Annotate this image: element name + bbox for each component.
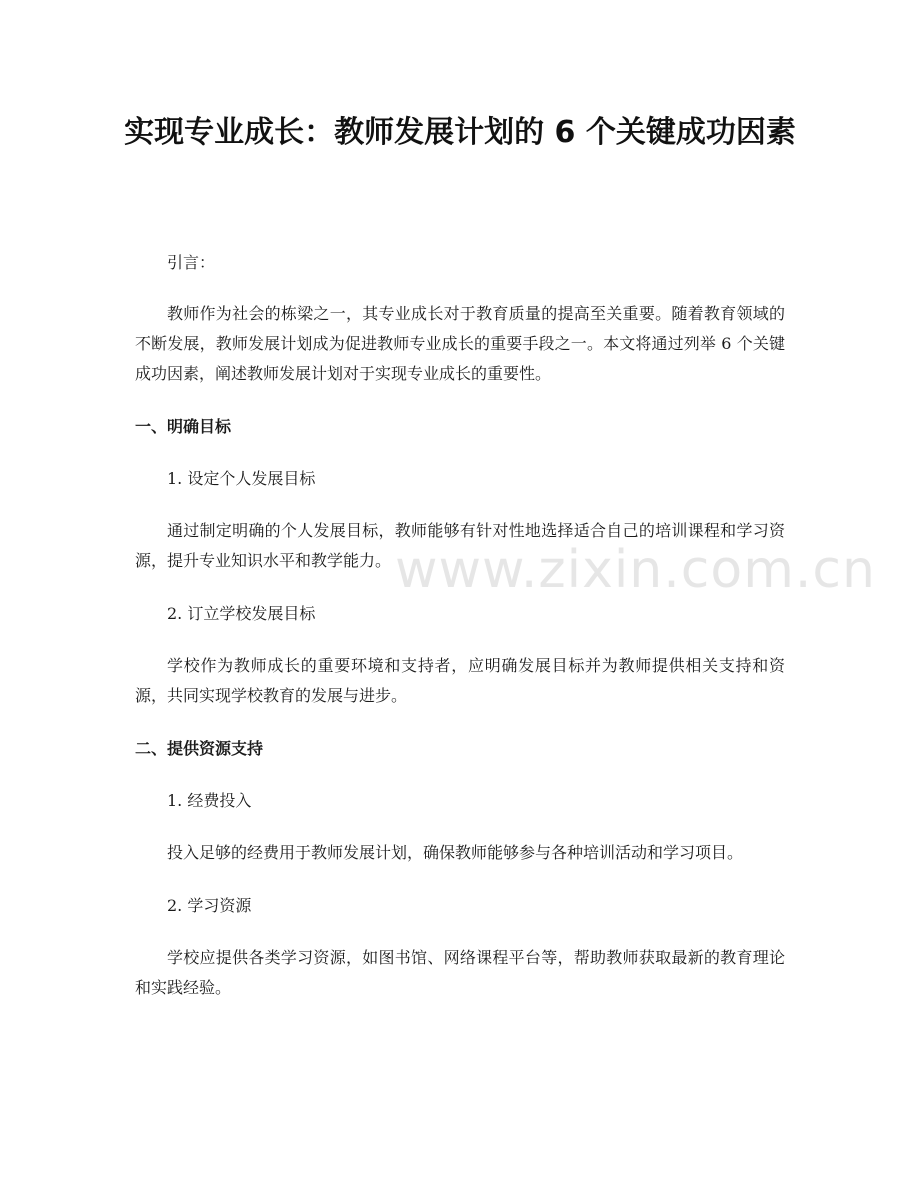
subsection-paragraph: 通过制定明确的个人发展目标，教师能够有针对性地选择适合自己的培训课程和学习资源，提升专业知识水平和教学能力。 (135, 521, 785, 570)
page-title: 实现专业成长：教师发展计划的 6 个关键成功因素 (124, 115, 796, 150)
subsection-title: 2. 学习资源 (167, 896, 252, 915)
document-body (135, 248, 785, 1026)
subsection-paragraph: 学校应提供各类学习资源，如图书馆、网络课程平台等，帮助教师获取最新的教育理论和实践经验。 (135, 948, 785, 997)
section-heading: 二、提供资源支持 (135, 739, 264, 758)
intro-label: 引言： (167, 253, 216, 272)
subsection-title: 1. 设定个人发展目标 (167, 469, 316, 488)
subsection-title: 1. 经费投入 (167, 791, 252, 810)
section-clear-goals (135, 412, 785, 711)
intro-paragraph: 教师作为社会的栋梁之一，其专业成长对于教育质量的提高至关重要。随着教育领域的不断发展，教师发展计划成为促进教师专业成长的重要手段之一。本文将通过列举 6 个关键成功因素，阐述教师发展计划对于实现专业成长的重要性。 (135, 304, 785, 383)
subsection-title: 2. 订立学校发展目标 (167, 604, 316, 623)
section-heading: 一、明确目标 (135, 417, 232, 436)
section-resource-support (135, 734, 785, 1003)
subsection-paragraph: 投入足够的经费用于教师发展计划，确保教师能够参与各种培训活动和学习项目。 (167, 843, 744, 862)
subsection-paragraph: 学校作为教师成长的重要环境和支持者，应明确发展目标并为教师提供相关支持和资源，共同实现学校教育的发展与进步。 (135, 656, 785, 705)
watermark: www.zixin.com.cn (395, 540, 876, 600)
